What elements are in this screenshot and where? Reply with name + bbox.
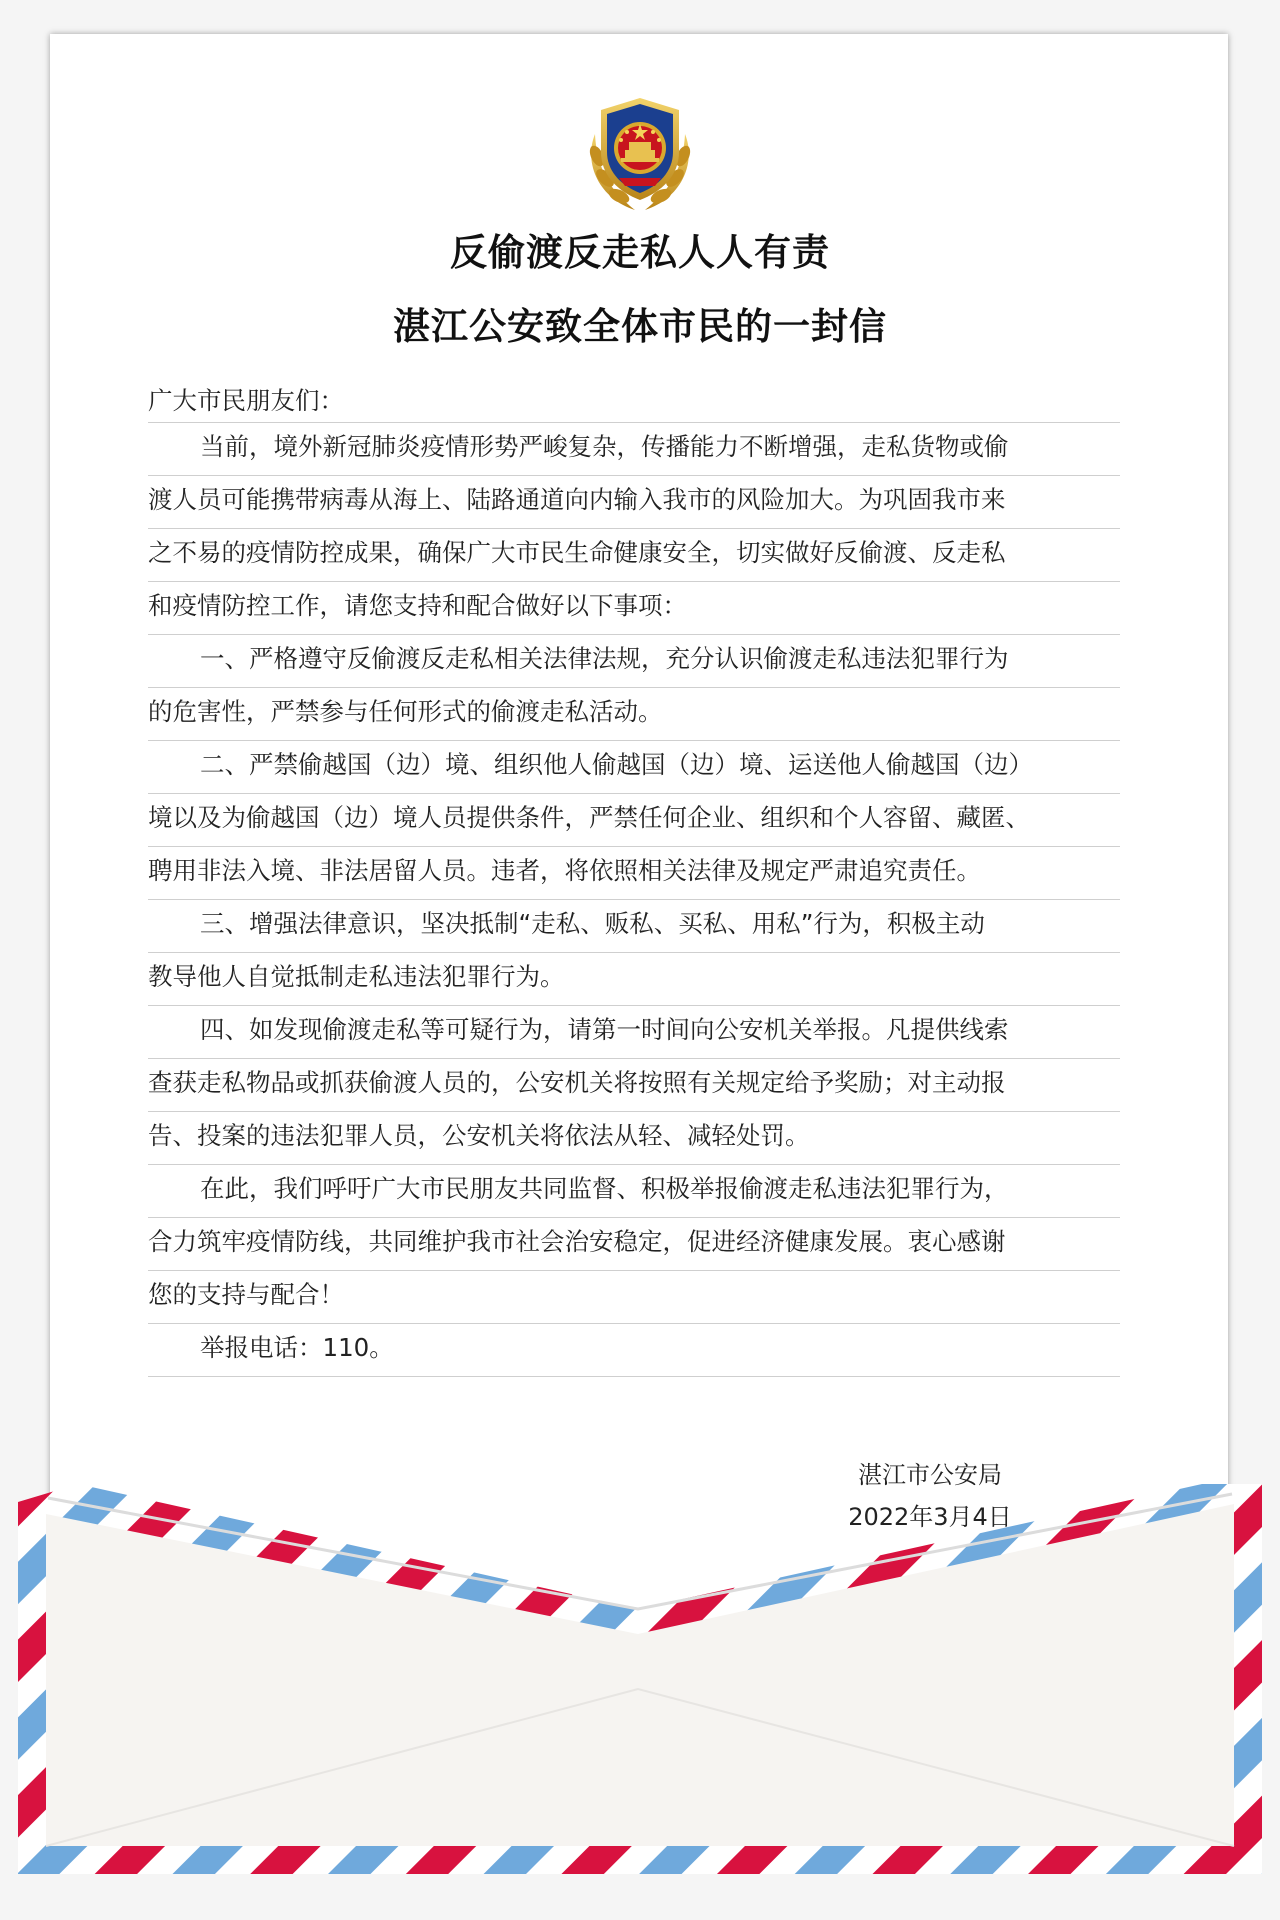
text-line: 当前，境外新冠肺炎疫情形势严峻复杂，传播能力不断增强，走私货物或偷 — [148, 422, 1120, 475]
paragraph-hotline — [148, 1323, 1120, 1377]
text-line: 渡人员可能携带病毒从海上、陆路通道向内输入我市的风险加大。为巩固我市来 — [148, 475, 1120, 528]
text-line: 的危害性，严禁参与任何形式的偷渡走私活动。 — [148, 687, 1120, 740]
letter-title-line-2: 湛江公安致全体市民的一封信 — [393, 305, 887, 348]
text-line: 四、如发现偷渡走私等可疑行为，请第一时间向公安机关举报。凡提供线索 — [148, 1005, 1120, 1058]
signature-organization: 湛江市公安局 — [858, 1461, 1002, 1489]
airmail-envelope — [18, 1484, 1262, 1874]
text-line: 合力筑牢疫情防线，共同维护我市社会治安稳定，促进经济健康发展。衷心感谢 — [148, 1217, 1120, 1270]
text-line: 教导他人自觉抵制走私违法犯罪行为。 — [148, 952, 1120, 1005]
text-line: 您的支持与配合！ — [148, 1270, 1120, 1323]
paragraph-closing — [148, 1164, 1120, 1323]
text-line: 在此，我们呼吁广大市民朋友共同监督、积极举报偷渡走私违法犯罪行为， — [148, 1164, 1120, 1217]
signature-date: 2022年3月4日 — [848, 1503, 1012, 1531]
paragraph-item-1 — [148, 634, 1120, 740]
hotline-text: 举报电话：110。 — [148, 1323, 1120, 1377]
text-line: 告、投案的违法犯罪人员，公安机关将依法从轻、减轻处罚。 — [148, 1111, 1120, 1164]
text-line: 和疫情防控工作，请您支持和配合做好以下事项： — [148, 581, 1120, 634]
text-line: 二、严禁偷越国（边）境、组织他人偷越国（边）境、运送他人偷越国（边） — [148, 740, 1120, 793]
text-line: 聘用非法入境、非法居留人员。违者，将依照相关法律及规定严肃追究责任。 — [148, 846, 1120, 899]
paragraph-item-4 — [148, 1005, 1120, 1164]
text-line: 查获走私物品或抓获偷渡人员的，公安机关将按照有关规定给予奖励；对主动报 — [148, 1058, 1120, 1111]
letter-body — [148, 380, 1120, 1377]
paragraph-item-3 — [148, 899, 1120, 1005]
envelope-body — [18, 1484, 1262, 1874]
greeting: 广大市民朋友们： — [148, 386, 344, 415]
police-emblem-icon — [575, 94, 705, 214]
text-line: 三、增强法律意识，坚决抵制“走私、贩私、买私、用私”行为，积极主动 — [148, 899, 1120, 952]
text-line: 境以及为偷越国（边）境人员提供条件，严禁任何企业、组织和个人容留、藏匿、 — [148, 793, 1120, 846]
paragraph-item-2 — [148, 740, 1120, 899]
letter-title-line-1: 反偷渡反走私人人有责 — [450, 231, 830, 274]
text-line: 一、严格遵守反偷渡反走私相关法律法规，充分认识偷渡走私违法犯罪行为 — [148, 634, 1120, 687]
text-line: 之不易的疫情防控成果，确保广大市民生命健康安全，切实做好反偷渡、反走私 — [148, 528, 1120, 581]
paragraph-intro — [148, 422, 1120, 634]
